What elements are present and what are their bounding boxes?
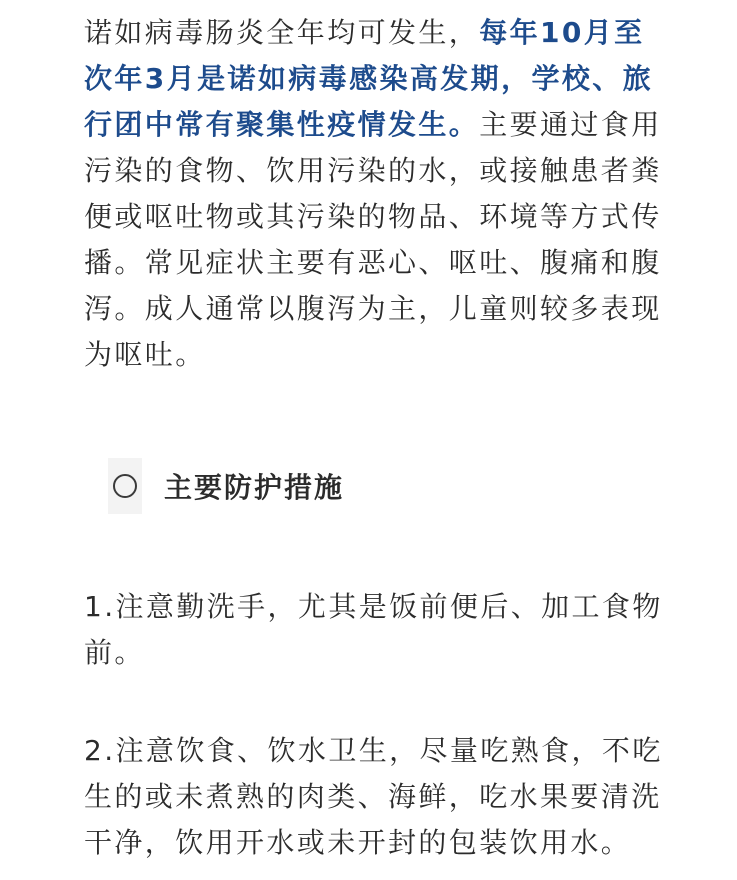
section-heading (108, 458, 344, 514)
intro-text-before: 诺如病毒肠炎全年均可发生， (84, 16, 480, 49)
intro-text-after: 主要通过食用污染的食物、饮用污染的水，或接触患者粪便或呕吐物或其污染的物品、环境等方式传播。常见症状主要有恶心、呕吐、腹痛和腹泻。成人通常以腹泻为主，儿童则较多表现为呕吐。 (84, 108, 662, 371)
measure-item-2: 2.注意饮食、饮水卫生，尽量吃熟食，不吃生的或未煮熟的肉类、海鲜，吃水果要清洗干净，饮用开水或未开封的包装饮用水。 (84, 734, 663, 859)
article-body (84, 0, 674, 378)
intro-highlight: 每年10月至次年3月是诺如病毒感染高发期，学校、旅行团中常有聚集性疫情发生。 (84, 16, 654, 141)
section-title: 主要防护措施 (164, 471, 345, 504)
circle-icon-box (108, 458, 142, 514)
circle-icon (113, 474, 137, 498)
measure-item-1: 1.注意勤洗手，尤其是饭前便后、加工食物前。 (84, 590, 663, 669)
intro-paragraph (84, 10, 674, 378)
